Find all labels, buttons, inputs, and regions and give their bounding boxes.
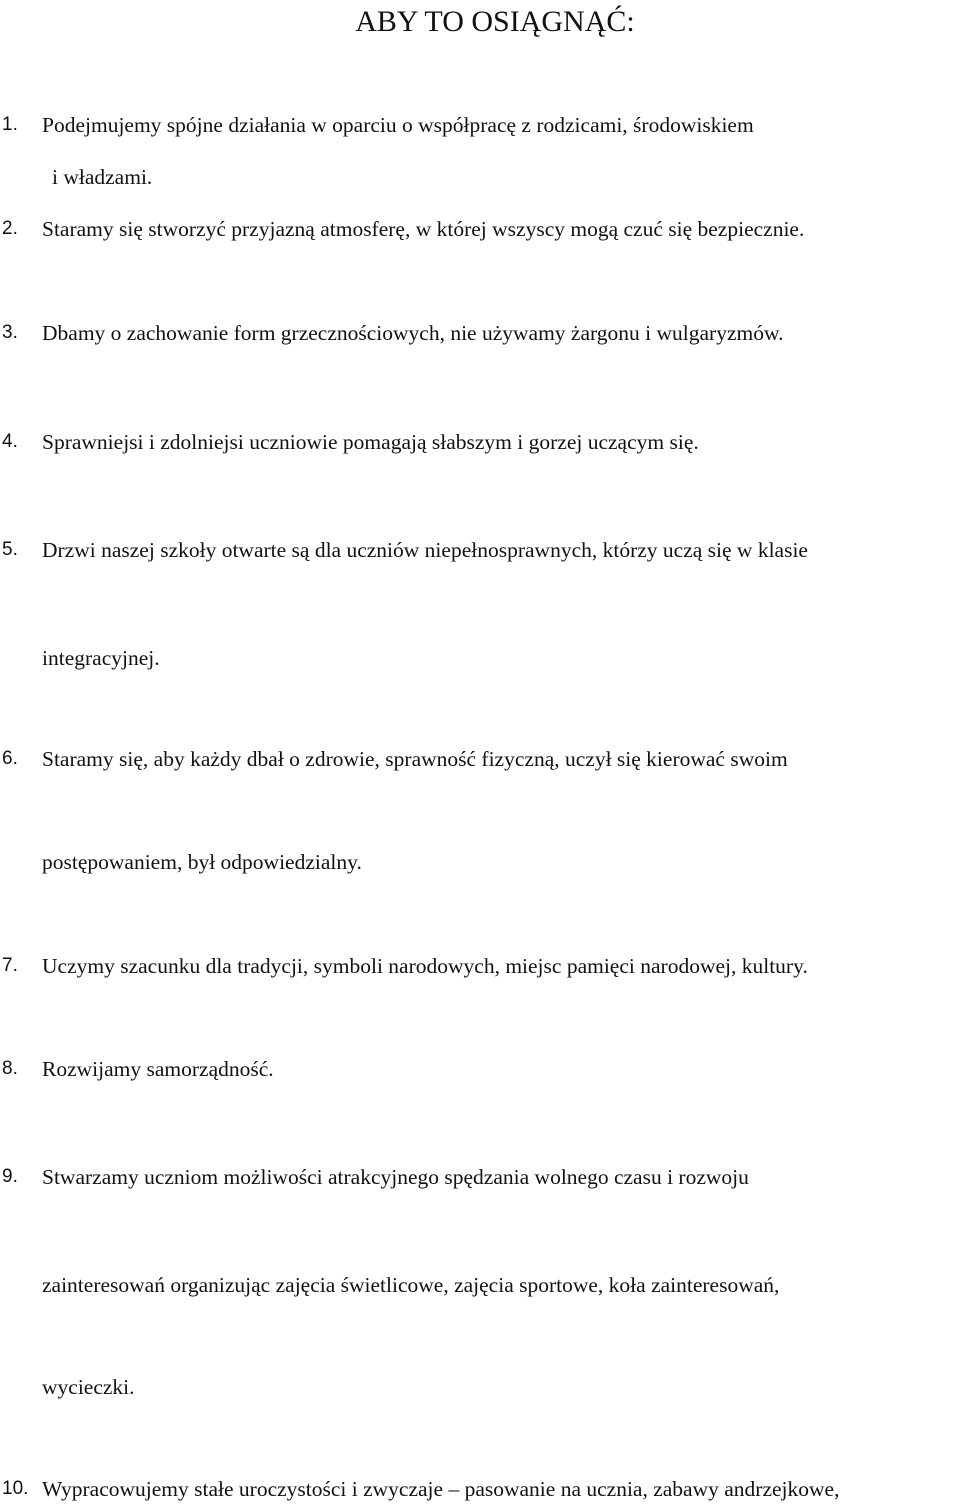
list-number: 6.: [2, 748, 18, 769]
list-number: 1.: [2, 114, 18, 135]
list-item-text: postępowaniem, był odpowiedzialny.: [42, 850, 362, 874]
list-item-text: Staramy się, aby każdy dbał o zdrowie, sprawność fizyczną, uczył się kierować swoim: [42, 747, 788, 771]
document-title: ABY TO OSIĄGNĄĆ:: [355, 5, 635, 38]
list-number: 10.: [2, 1478, 29, 1499]
list-item-text: Rozwijamy samorządność.: [42, 1057, 274, 1081]
list-number: 9.: [2, 1166, 18, 1187]
list-item-text: i władzami.: [52, 165, 153, 189]
list-number: 8.: [2, 1058, 18, 1079]
list-item-text: Sprawniejsi i zdolniejsi uczniowie pomagają słabszym i gorzej uczącym się.: [42, 430, 699, 454]
list-number: 2.: [2, 218, 18, 239]
list-item-text: wycieczki.: [42, 1375, 135, 1399]
list-item-text: Uczymy szacunku dla tradycji, symboli narodowych, miejsc pamięci narodowej, kultury.: [42, 954, 808, 978]
list-item-text: Wypracowujemy stałe uroczystości i zwyczaje – pasowanie na ucznia, zabawy andrzejkowe,: [42, 1477, 840, 1501]
list-item-text: Drzwi naszej szkoły otwarte są dla uczniów niepełnosprawnych, którzy uczą się w klasie: [42, 538, 808, 562]
list-item-text: Stwarzamy uczniom możliwości atrakcyjnego spędzania wolnego czasu i rozwoju: [42, 1165, 749, 1189]
list-item-text: Podejmujemy spójne działania w oparciu o współpracę z rodzicami, środowiskiem: [42, 113, 754, 137]
list-item-text: Staramy się stworzyć przyjazną atmosferę, w której wszyscy mogą czuć się bezpiecznie.: [42, 217, 805, 241]
list-number: 7.: [2, 955, 18, 976]
list-number: 5.: [2, 539, 18, 560]
list-number: 4.: [2, 431, 18, 452]
list-item-text: integracyjnej.: [42, 646, 160, 670]
list-number: 3.: [2, 322, 18, 343]
list-item-text: zainteresowań organizując zajęcia świetlicowe, zajęcia sportowe, koła zainteresowań,: [42, 1273, 780, 1297]
list-item-text: Dbamy o zachowanie form grzecznościowych, nie używamy żargonu i wulgaryzmów.: [42, 321, 784, 345]
